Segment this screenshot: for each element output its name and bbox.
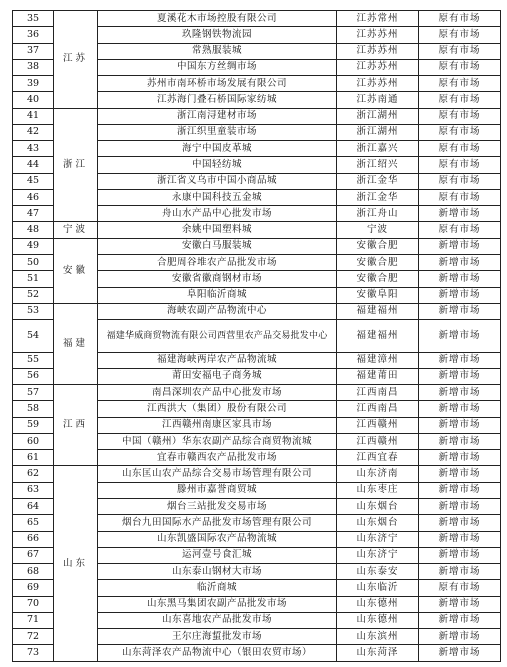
market-name: 山东菏泽农产品物流中心（银田农贸市场）: [98, 645, 337, 661]
market-type: 原有市场: [419, 27, 501, 43]
row-number: 60: [13, 433, 54, 449]
market-type: 新增市场: [419, 612, 501, 628]
market-name: 浙江织里童装市场: [98, 124, 337, 140]
row-number: 51: [13, 271, 54, 287]
market-type: 原有市场: [419, 173, 501, 189]
row-number: 64: [13, 498, 54, 514]
market-type: 新增市场: [419, 320, 501, 353]
market-name: 福建海峡两岸农产品物流城: [98, 352, 337, 368]
market-name: 阜阳临沂商城: [98, 287, 337, 303]
market-city: 浙江湖州: [337, 108, 419, 124]
row-number: 53: [13, 303, 54, 319]
market-city: 浙江舟山: [337, 206, 419, 222]
row-number: 58: [13, 401, 54, 417]
market-city: 福建漳州: [337, 352, 419, 368]
market-type: 新增市场: [419, 596, 501, 612]
table-row: [13, 466, 501, 482]
row-number: 50: [13, 254, 54, 270]
market-name: 永康中国科技五金城: [98, 189, 337, 205]
row-number: 72: [13, 629, 54, 645]
row-number: 43: [13, 141, 54, 157]
market-type: 原有市场: [419, 43, 501, 59]
market-city: 浙江嘉兴: [337, 141, 419, 157]
market-name: 海峡农副产品物流中心: [98, 303, 337, 319]
market-name: 福建华威商贸物流有限公司西营里农产品交易批发中心: [98, 320, 337, 353]
market-type: 原有市场: [419, 124, 501, 140]
market-city: 福建福州: [337, 320, 419, 353]
market-city: 江苏苏州: [337, 43, 419, 59]
province-cell: 浙江: [54, 108, 98, 222]
row-number: 70: [13, 596, 54, 612]
market-type: 新增市场: [419, 564, 501, 580]
market-type: 新增市场: [419, 466, 501, 482]
row-number: 36: [13, 27, 54, 43]
row-number: 67: [13, 547, 54, 563]
market-name: 山东喜地农产品批发市场: [98, 612, 337, 628]
market-name: 中国（赣州）华东农副产品综合商贸物流城: [98, 433, 337, 449]
market-type: 新增市场: [419, 352, 501, 368]
row-number: 73: [13, 645, 54, 661]
market-name: 南昌深圳农产品中心批发市场: [98, 385, 337, 401]
row-number: 69: [13, 580, 54, 596]
market-type: 新增市场: [419, 645, 501, 661]
province-cell: 福建: [54, 303, 98, 384]
market-city: 江西南昌: [337, 401, 419, 417]
row-number: 52: [13, 287, 54, 303]
market-name: 宜春市赣西农产品批发市场: [98, 450, 337, 466]
row-number: 59: [13, 417, 54, 433]
market-type: 原有市场: [419, 59, 501, 75]
market-city: 山东济宁: [337, 547, 419, 563]
market-city: 安徽合肥: [337, 238, 419, 254]
market-type: 新增市场: [419, 385, 501, 401]
market-type: 原有市场: [419, 141, 501, 157]
row-number: 46: [13, 189, 54, 205]
market-city: 山东泰安: [337, 564, 419, 580]
market-city: 江西南昌: [337, 385, 419, 401]
market-name: 合肥周谷堆农产品批发市场: [98, 254, 337, 270]
market-city: 山东滨州: [337, 629, 419, 645]
row-number: 63: [13, 482, 54, 498]
row-number: 38: [13, 59, 54, 75]
market-type: 新增市场: [419, 368, 501, 384]
market-city: 江苏苏州: [337, 76, 419, 92]
row-number: 66: [13, 531, 54, 547]
market-name: 滕州市嘉誉商贸城: [98, 482, 337, 498]
market-name: 舟山水产品中心批发市场: [98, 206, 337, 222]
row-number: 35: [13, 11, 54, 27]
market-city: 江苏常州: [337, 11, 419, 27]
row-number: 71: [13, 612, 54, 628]
market-name: 中国轻纺城: [98, 157, 337, 173]
market-city: 山东德州: [337, 612, 419, 628]
market-city: 山东济南: [337, 466, 419, 482]
market-city: 浙江湖州: [337, 124, 419, 140]
market-city: 浙江金华: [337, 173, 419, 189]
row-number: 61: [13, 450, 54, 466]
market-name: 山东泰山钢材大市场: [98, 564, 337, 580]
market-type: 新增市场: [419, 206, 501, 222]
market-city: 安徽阜阳: [337, 287, 419, 303]
row-number: 49: [13, 238, 54, 254]
market-city: 安徽合肥: [337, 254, 419, 270]
market-name: 江苏海门叠石桥国际家纺城: [98, 92, 337, 108]
market-city: 江西赣州: [337, 433, 419, 449]
market-name: 浙江省义乌市中国小商品城: [98, 173, 337, 189]
province-cell: 宁波: [54, 222, 98, 238]
market-city: 江苏苏州: [337, 27, 419, 43]
row-number: 68: [13, 564, 54, 580]
row-number: 37: [13, 43, 54, 59]
market-type: 新增市场: [419, 254, 501, 270]
market-name: 山东凯盛国际农产品物流城: [98, 531, 337, 547]
market-type: 原有市场: [419, 189, 501, 205]
table-row: [13, 222, 501, 238]
market-table: [12, 10, 501, 662]
market-type: 原有市场: [419, 157, 501, 173]
province-cell: 江西: [54, 385, 98, 466]
market-name: 运河壹号食汇城: [98, 547, 337, 563]
row-number: 57: [13, 385, 54, 401]
row-number: 55: [13, 352, 54, 368]
province-cell: 安徽: [54, 238, 98, 303]
market-type: 新增市场: [419, 271, 501, 287]
market-name: 夏溪花木市场控股有限公司: [98, 11, 337, 27]
province-cell: 山东: [54, 466, 98, 661]
market-name: 常熟服装城: [98, 43, 337, 59]
table-row: [13, 108, 501, 124]
row-number: 47: [13, 206, 54, 222]
row-number: 40: [13, 92, 54, 108]
market-type: 新增市场: [419, 450, 501, 466]
row-number: 48: [13, 222, 54, 238]
market-type: 新增市场: [419, 482, 501, 498]
province-cell: 江苏: [54, 11, 98, 109]
row-number: 44: [13, 157, 54, 173]
market-name: 海宁中国皮革城: [98, 141, 337, 157]
market-name: 山东匡山农产品综合交易市场管理有限公司: [98, 466, 337, 482]
market-name: 临沂商城: [98, 580, 337, 596]
market-type: 原有市场: [419, 222, 501, 238]
row-number: 62: [13, 466, 54, 482]
table-row: [13, 238, 501, 254]
market-type: 新增市场: [419, 238, 501, 254]
market-city: 山东济宁: [337, 531, 419, 547]
market-type: 新增市场: [419, 433, 501, 449]
market-city: 福建福州: [337, 303, 419, 319]
market-name: 安徽省徽商钢材市场: [98, 271, 337, 287]
market-name: 山东黑马集团农副产品批发市场: [98, 596, 337, 612]
market-city: 江苏南通: [337, 92, 419, 108]
market-name: 玖隆钢铁物流园: [98, 27, 337, 43]
table-row: [13, 11, 501, 27]
market-name: 余姚中国塑料城: [98, 222, 337, 238]
market-type: 新增市场: [419, 401, 501, 417]
row-number: 56: [13, 368, 54, 384]
market-table-body: [13, 11, 501, 662]
market-type: 原有市场: [419, 92, 501, 108]
market-name: 中国东方丝绸市场: [98, 59, 337, 75]
market-name: 苏州市南环桥市场发展有限公司: [98, 76, 337, 92]
row-number: 45: [13, 173, 54, 189]
market-name: 江西洪大（集团）股份有限公司: [98, 401, 337, 417]
market-type: 新增市场: [419, 547, 501, 563]
market-name: 浙江南浔建材市场: [98, 108, 337, 124]
market-name: 烟台九田国际水产品批发市场管理有限公司: [98, 515, 337, 531]
market-name: 江西赣州南康区家具市场: [98, 417, 337, 433]
market-type: 原有市场: [419, 11, 501, 27]
row-number: 42: [13, 124, 54, 140]
market-city: 浙江绍兴: [337, 157, 419, 173]
market-city: 江西赣州: [337, 417, 419, 433]
market-name: 烟台三站批发交易市场: [98, 498, 337, 514]
market-city: 山东烟台: [337, 515, 419, 531]
market-type: 新增市场: [419, 417, 501, 433]
row-number: 65: [13, 515, 54, 531]
row-number: 54: [13, 320, 54, 353]
table-row: [13, 385, 501, 401]
market-type: 新增市场: [419, 531, 501, 547]
market-name: 王尔庄海蜇批发市场: [98, 629, 337, 645]
market-city: 安徽合肥: [337, 271, 419, 287]
market-city: 山东临沂: [337, 580, 419, 596]
table-row: [13, 303, 501, 319]
market-type: 原有市场: [419, 108, 501, 124]
market-city: 宁波: [337, 222, 419, 238]
market-city: 山东德州: [337, 596, 419, 612]
market-city: 山东枣庄: [337, 482, 419, 498]
market-type: 原有市场: [419, 76, 501, 92]
market-city: 福建莆田: [337, 368, 419, 384]
market-name: 安徽白马服装城: [98, 238, 337, 254]
market-type: 新增市场: [419, 629, 501, 645]
market-type: 新增市场: [419, 498, 501, 514]
market-type: 原有市场: [419, 580, 501, 596]
market-city: 浙江金华: [337, 189, 419, 205]
market-city: 山东菏泽: [337, 645, 419, 661]
market-city: 江西宜春: [337, 450, 419, 466]
row-number: 41: [13, 108, 54, 124]
market-type: 新增市场: [419, 515, 501, 531]
row-number: 39: [13, 76, 54, 92]
market-city: 山东烟台: [337, 498, 419, 514]
market-type: 新增市场: [419, 287, 501, 303]
market-city: 江苏苏州: [337, 59, 419, 75]
market-type: 新增市场: [419, 303, 501, 319]
market-name: 莆田安福电子商务城: [98, 368, 337, 384]
